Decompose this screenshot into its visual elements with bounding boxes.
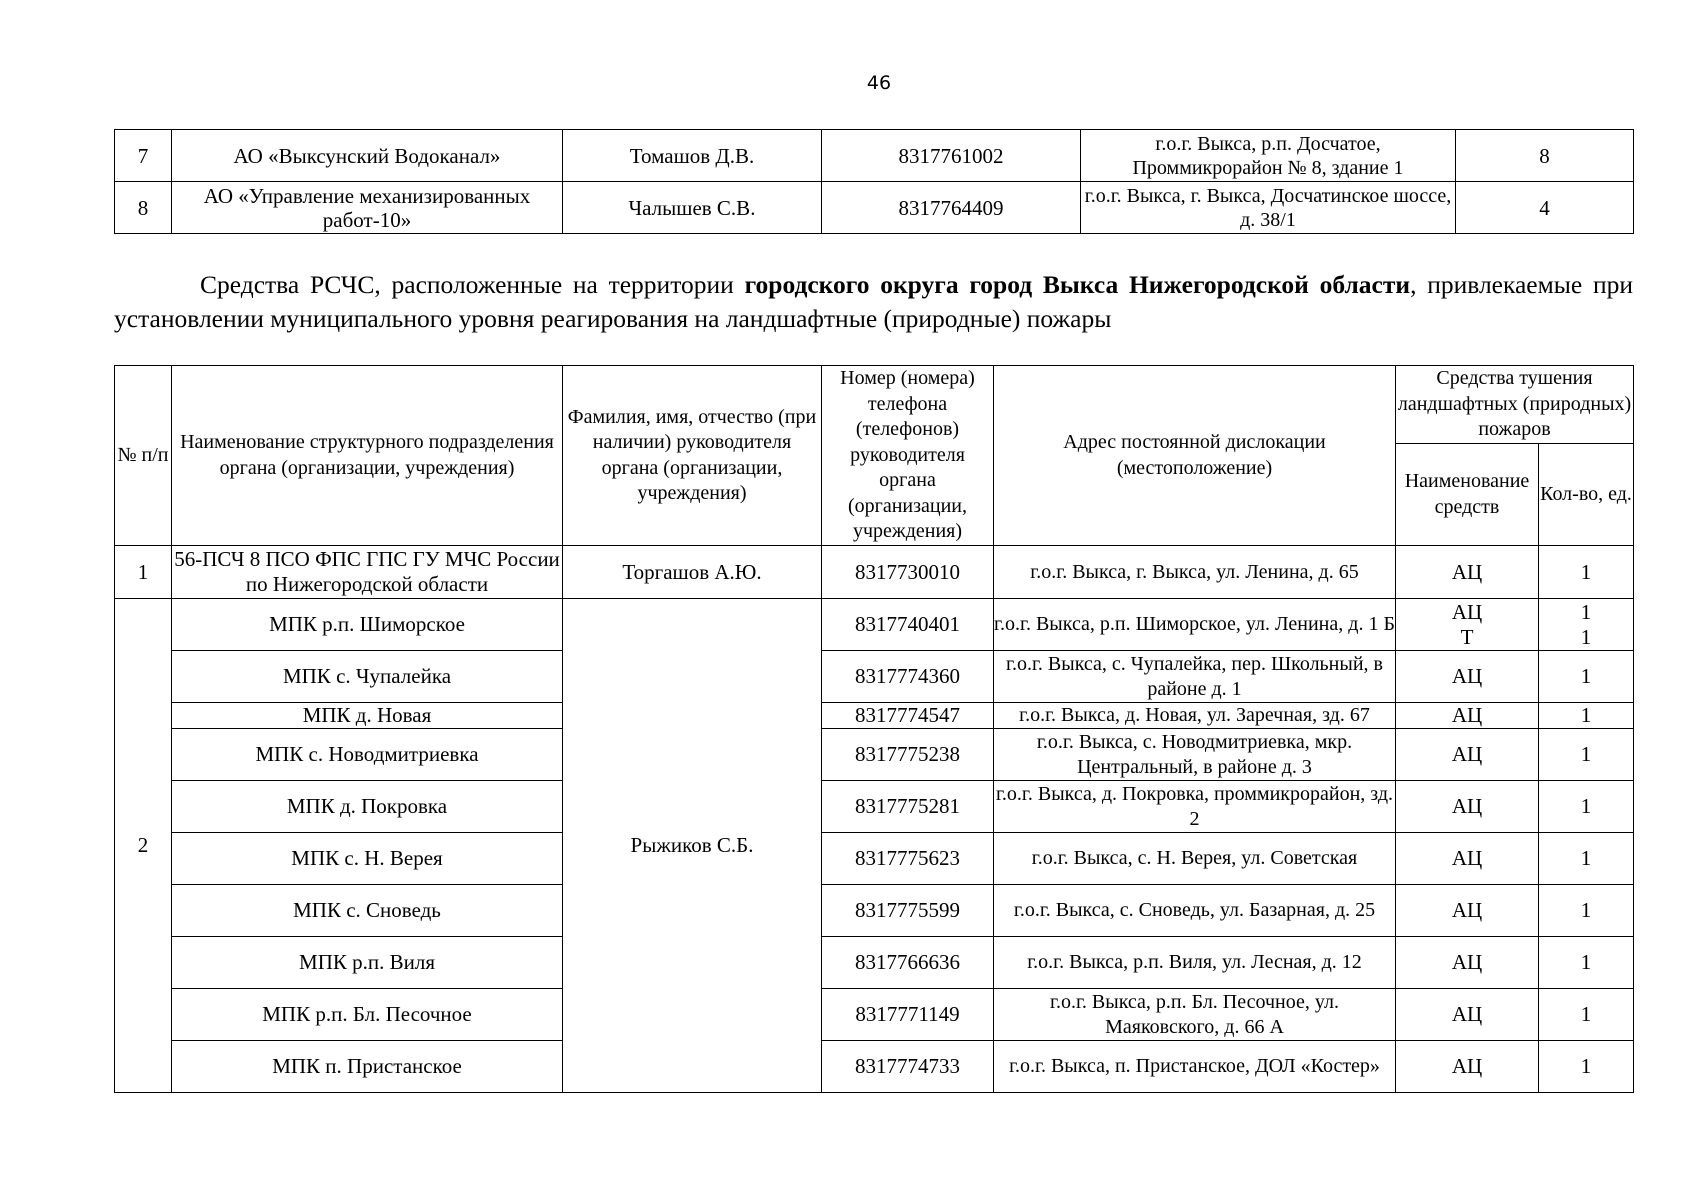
- heading-lead: Средства РСЧС, расположенные на территории: [200, 270, 734, 299]
- main-table: [114, 365, 1634, 1093]
- table-row: [115, 989, 1634, 1041]
- address: г.о.г. Выкса, с. Сноведь, ул. Базарная, д. 25: [994, 885, 1396, 937]
- top-table: [114, 129, 1634, 234]
- means-count: 1: [1539, 703, 1634, 729]
- count: 4: [1456, 182, 1634, 234]
- org-name: АО «Управление механизированных работ-10»: [172, 182, 563, 234]
- means-name: АЦ: [1396, 781, 1539, 833]
- phone: 8317730010: [822, 546, 994, 599]
- means-name: АЦ: [1396, 703, 1539, 729]
- phone: 8317766636: [822, 937, 994, 989]
- phone: 8317774360: [822, 651, 994, 703]
- row-number: 2: [115, 599, 172, 1093]
- means-count: 1: [1539, 781, 1634, 833]
- table-row: [115, 833, 1634, 885]
- org-name: МПК с. Новодмитриевка: [172, 729, 563, 781]
- phone: 8317761002: [822, 130, 1081, 182]
- row-number: 8: [115, 182, 172, 234]
- org-name: МПК с. Сноведь: [172, 885, 563, 937]
- means-count: 1: [1539, 989, 1634, 1041]
- means-count: 1: [1539, 546, 1634, 599]
- table-row: [115, 546, 1634, 599]
- means-name: АЦ Т: [1396, 599, 1539, 651]
- table-row: [115, 599, 1634, 651]
- org-name: АО «Выксунский Водоканал»: [172, 130, 563, 182]
- means-name: АЦ: [1396, 651, 1539, 703]
- means-name: АЦ: [1396, 885, 1539, 937]
- means-name: АЦ: [1396, 729, 1539, 781]
- org-name: МПК р.п. Шиморское: [172, 599, 563, 651]
- header-row: [115, 366, 1634, 444]
- means-count: 1: [1539, 937, 1634, 989]
- address: г.о.г. Выкса, г. Выкса, Досчатинское шоссе, д. 38/1: [1081, 182, 1456, 234]
- table-row: [115, 729, 1634, 781]
- header-org: Наименование структурного подразделения органа (организации, учреждения): [172, 366, 563, 546]
- org-name: МПК с. Чупалейка: [172, 651, 563, 703]
- address: г.о.г. Выкса, п. Пристанское, ДОЛ «Костер»: [994, 1041, 1396, 1093]
- phone: 8317774547: [822, 703, 994, 729]
- address: г.о.г. Выкса, д. Новая, ул. Заречная, зд. 67: [994, 703, 1396, 729]
- address: г.о.г. Выкса, с. Чупалейка, пер. Школьный, в районе д. 1: [994, 651, 1396, 703]
- phone: 8317774733: [822, 1041, 994, 1093]
- phone: 8317775599: [822, 885, 994, 937]
- means-name: АЦ: [1396, 1041, 1539, 1093]
- section-heading: [114, 268, 1633, 336]
- means-count: 1: [1539, 833, 1634, 885]
- table-row: [115, 182, 1634, 234]
- table-row: [115, 703, 1634, 729]
- address: г.о.г. Выкса, д. Покровка, проммикрорайон, зд. 2: [994, 781, 1396, 833]
- means-name: АЦ: [1396, 989, 1539, 1041]
- phone: 8317740401: [822, 599, 994, 651]
- phone: 8317771149: [822, 989, 994, 1041]
- address: г.о.г. Выкса, р.п. Шиморское, ул. Ленина, д. 1 Б: [994, 599, 1396, 651]
- header-means-name: Наименование средств: [1396, 444, 1539, 546]
- phone: 8317764409: [822, 182, 1081, 234]
- header-num: № п/п: [115, 366, 172, 546]
- phone: 8317775623: [822, 833, 994, 885]
- header-address: Адрес постоянной дислокации (местоположение): [994, 366, 1396, 546]
- table-row: [115, 781, 1634, 833]
- row-number: 1: [115, 546, 172, 599]
- means-count: 1: [1539, 885, 1634, 937]
- head-name: Рыжиков С.Б.: [563, 599, 822, 1093]
- org-name: МПК п. Пристанское: [172, 1041, 563, 1093]
- org-name: 56-ПСЧ 8 ПСО ФПС ГПС ГУ МЧС России по Нижегородской области: [172, 546, 563, 599]
- means-count: 1: [1539, 651, 1634, 703]
- means-count: 1: [1539, 729, 1634, 781]
- org-name: МПК д. Покровка: [172, 781, 563, 833]
- means-count: 1 1: [1539, 599, 1634, 651]
- org-name: МПК р.п. Виля: [172, 937, 563, 989]
- means-name: АЦ: [1396, 546, 1539, 599]
- address: г.о.г. Выкса, р.п. Бл. Песочное, ул. Маяковского, д. 66 А: [994, 989, 1396, 1041]
- address: г.о.г. Выкса, р.п. Досчатое, Проммикрорайон № 8, здание 1: [1081, 130, 1456, 182]
- address: г.о.г. Выкса, г. Выкса, ул. Ленина, д. 65: [994, 546, 1396, 599]
- org-name: МПК с. Н. Верея: [172, 833, 563, 885]
- head-name: Томашов Д.В.: [563, 130, 822, 182]
- table-row: [115, 130, 1634, 182]
- table-row: [115, 885, 1634, 937]
- address: г.о.г. Выкса, р.п. Виля, ул. Лесная, д. 12: [994, 937, 1396, 989]
- row-number: 7: [115, 130, 172, 182]
- address: г.о.г. Выкса, с. Новодмитриевка, мкр. Центральный, в районе д. 3: [994, 729, 1396, 781]
- header-head: Фамилия, имя, отчество (при наличии) руководителя органа (организации, учреждения): [563, 366, 822, 546]
- means-name: АЦ: [1396, 833, 1539, 885]
- org-name: МПК р.п. Бл. Песочное: [172, 989, 563, 1041]
- header-means: Средства тушения ландшафтных (природных) пожаров: [1396, 366, 1634, 444]
- head-name: Торгашов А.Ю.: [563, 546, 822, 599]
- heading-bold: городского округа город Выкса Нижегородской области: [744, 270, 1411, 299]
- table-row: [115, 651, 1634, 703]
- org-name: МПК д. Новая: [172, 703, 563, 729]
- heading-tail: , привлекаемые при установлении муниципального уровня реагирования на ландшафтные (природные) пожары: [114, 270, 1634, 333]
- header-means-count: Кол-во, ед.: [1539, 444, 1634, 546]
- means-name: АЦ: [1396, 937, 1539, 989]
- address: г.о.г. Выкса, с. Н. Верея, ул. Советская: [994, 833, 1396, 885]
- header-phone: Номер (номера) телефона (телефонов) руководителя органа (организации, учреждения): [822, 366, 994, 546]
- page-number: 46: [866, 72, 892, 94]
- phone: 8317775281: [822, 781, 994, 833]
- means-count: 1: [1539, 1041, 1634, 1093]
- phone: 8317775238: [822, 729, 994, 781]
- head-name: Чалышев С.В.: [563, 182, 822, 234]
- table-row: [115, 1041, 1634, 1093]
- table-row: [115, 937, 1634, 989]
- count: 8: [1456, 130, 1634, 182]
